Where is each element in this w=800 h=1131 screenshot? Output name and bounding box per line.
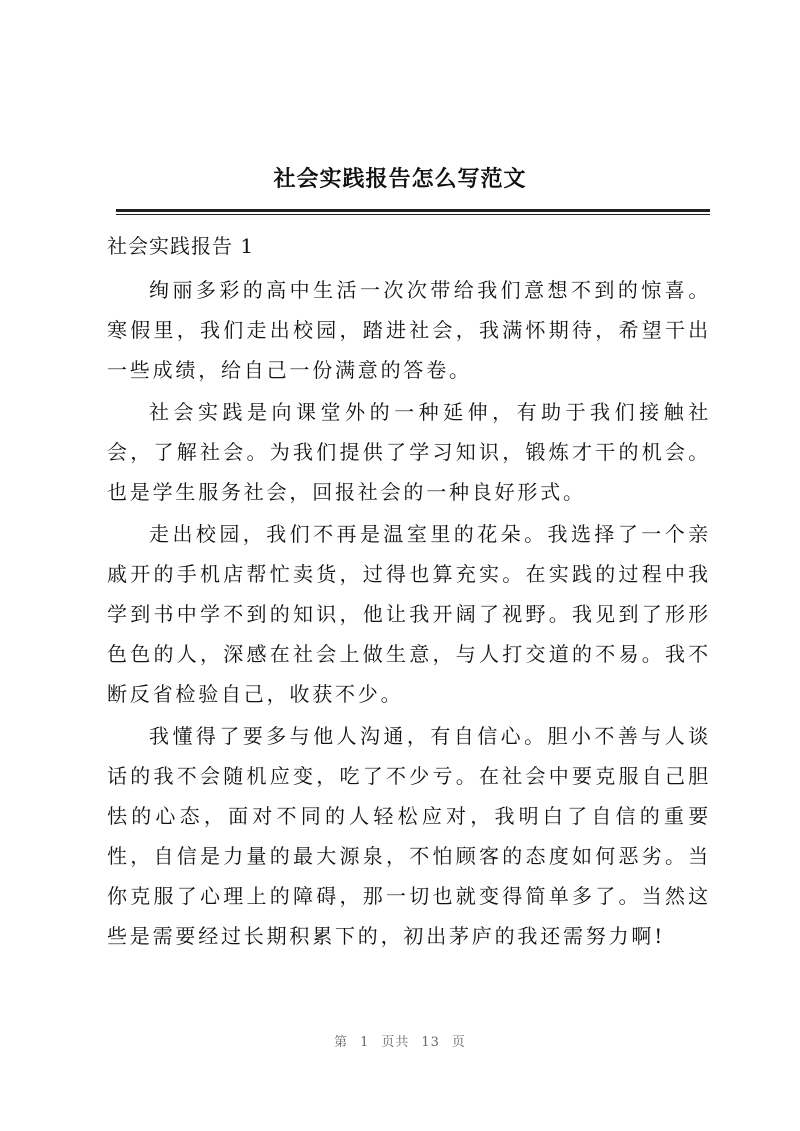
section-heading: 社会实践报告 1 (107, 234, 255, 258)
page-footer (0, 1031, 800, 1050)
paragraph: 绚丽多彩的高中生活一次次带给我们意想不到的惊喜。寒假里，我们走出校园，踏进社会，我满怀期待，希望干出一些成绩，给自己一份满意的答卷。 (107, 278, 711, 382)
footer-current-page: 1 (360, 1035, 370, 1050)
footer-label-page: 第 (334, 1035, 349, 1050)
paragraph: 走出校园，我们不再是温室里的花朵。我选择了一个亲戚开的手机店帮忙卖货，过得也算充实。在实践的过程中我学到书中学不到的知识，他让我开阔了视野。我见到了形形色色的人，深感在社会上做生意，与人打交道的不易。我不断反省检验自己，收获不少。 (107, 522, 711, 706)
title-underline-thin (116, 214, 710, 215)
document-body (107, 228, 711, 956)
paragraph: 社会实践是向课堂外的一种延伸，有助于我们接触社会，了解社会。为我们提供了学习知识，锻炼才干的机会。也是学生服务社会，回报社会的一种良好形式。 (107, 400, 711, 504)
title-underline-thick (116, 209, 710, 212)
footer-total-pages: 13 (421, 1035, 440, 1050)
paragraph: 我懂得了要多与他人沟通，有自信心。胆小不善与人谈话的我不会随机应变，吃了不少亏。在社会中要克服自己胆怯的心态，面对不同的人轻松应对，我明白了自信的重要性，自信是力量的最大源泉，不怕顾客的态度如何恶劣。当你克服了心理上的障碍，那一切也就变得简单多了。当然这些是需要经过长期积累下的，初出茅庐的我还需努力啊! (107, 724, 711, 948)
footer-label-pages: 页 (451, 1035, 466, 1050)
footer-label-of: 页共 (381, 1035, 410, 1050)
document-title: 社会实践报告怎么写范文 (273, 166, 527, 192)
